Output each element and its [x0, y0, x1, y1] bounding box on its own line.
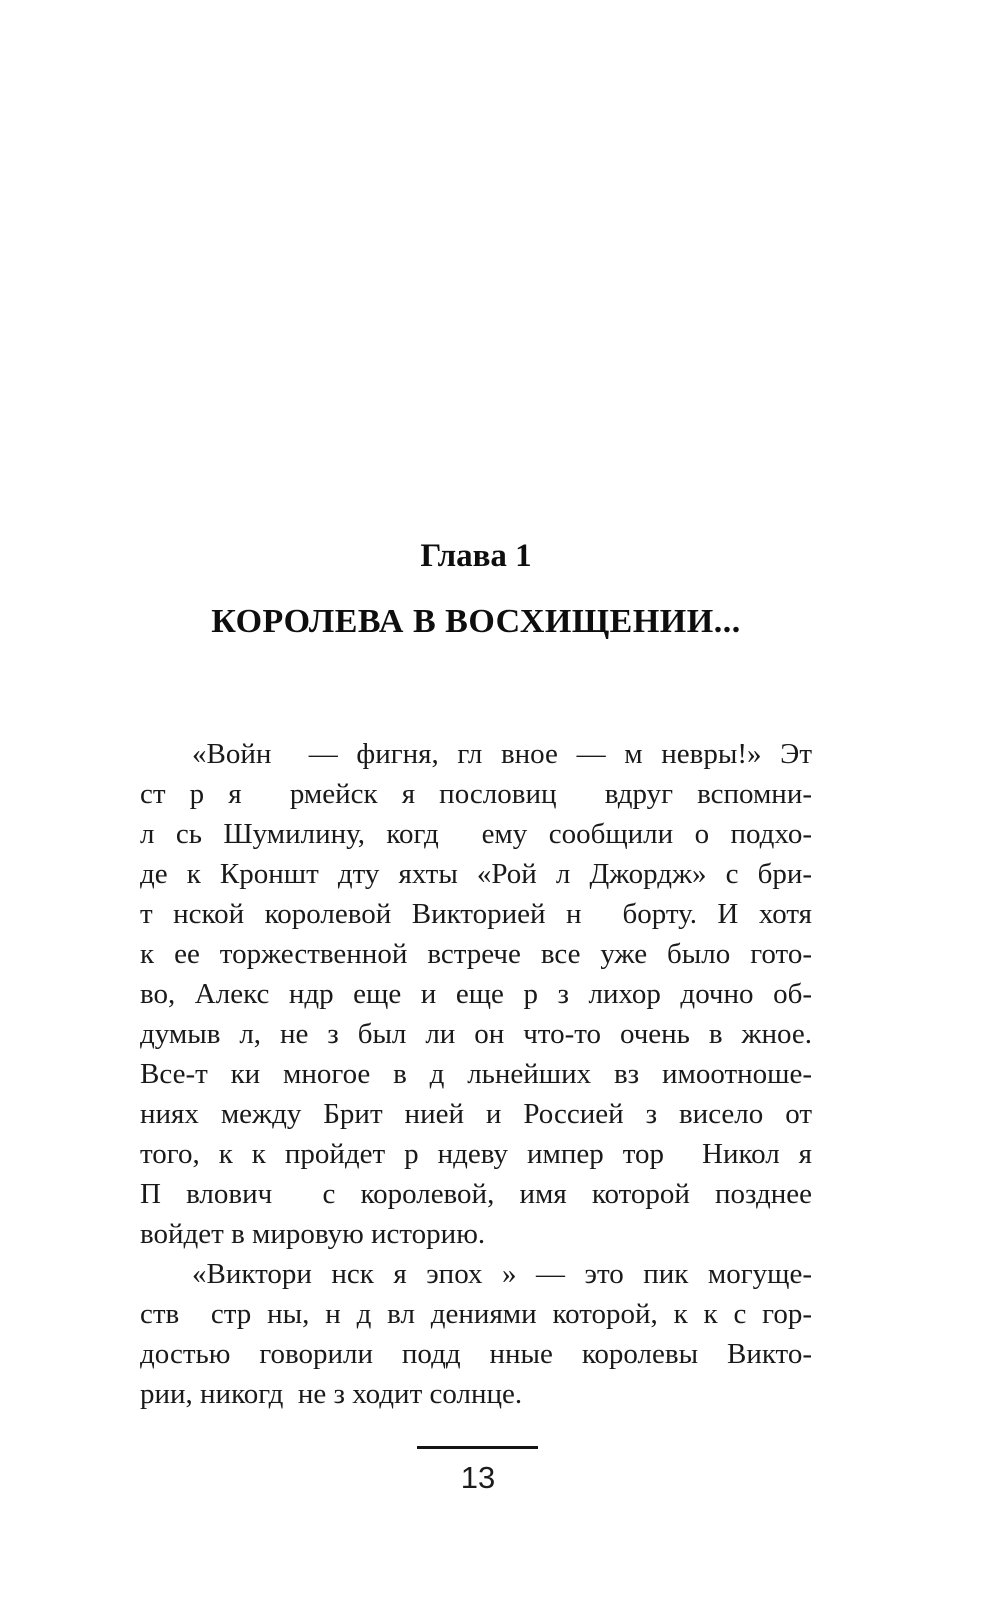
text-line: того, к к пройдет р ндеву импер тор Никол я	[140, 1138, 812, 1170]
chapter-label: Глава 1	[420, 538, 532, 574]
text-line: л сь Шумилину, когд ему сообщили о подхо-	[140, 818, 812, 850]
chapter-title: КОРОЛЕВА В ВОСХИЩЕНИИ...	[211, 603, 741, 640]
text-line: к ее торжественной встрече все уже было гото-	[140, 938, 812, 970]
text-line: достью говорили подд нные королевы Викто-	[140, 1338, 812, 1370]
text-line: думыв л, не з был ли он что-то очень в жное.	[140, 1018, 812, 1050]
text-line: «Войн — фигня, гл вное — м невры!» Эт	[192, 738, 812, 770]
text-line: во, Алекс ндр еще и еще р з лихор дочно об-	[140, 978, 812, 1010]
text-line: войдет в мировую историю.	[140, 1218, 486, 1250]
text-line: ниях между Брит нией и Россией з висело от	[140, 1098, 812, 1130]
text-line: П влович с королевой, имя которой позднее	[140, 1178, 812, 1210]
text-line: рии, никогд не з ходит солнце.	[140, 1378, 523, 1410]
footer-divider	[417, 1446, 538, 1449]
text-line: Все-т ки многое в д льнейших вз имоотноше-	[140, 1058, 812, 1090]
text-line: ств стр ны, н д вл дениями которой, к к с гор-	[140, 1298, 812, 1330]
page-number: 13	[460, 1460, 496, 1495]
body-text	[140, 734, 812, 1414]
text-line: «Виктори нск я эпох » — это пик могуще-	[192, 1258, 812, 1290]
text-line: де к Кроншт дту яхты «Рой л Джордж» с бри-	[140, 858, 812, 890]
text-line: ст р я рмейск я пословиц вдруг вспомни-	[140, 778, 812, 810]
text-line: т нской королевой Викторией н борту. И хотя	[140, 898, 812, 930]
